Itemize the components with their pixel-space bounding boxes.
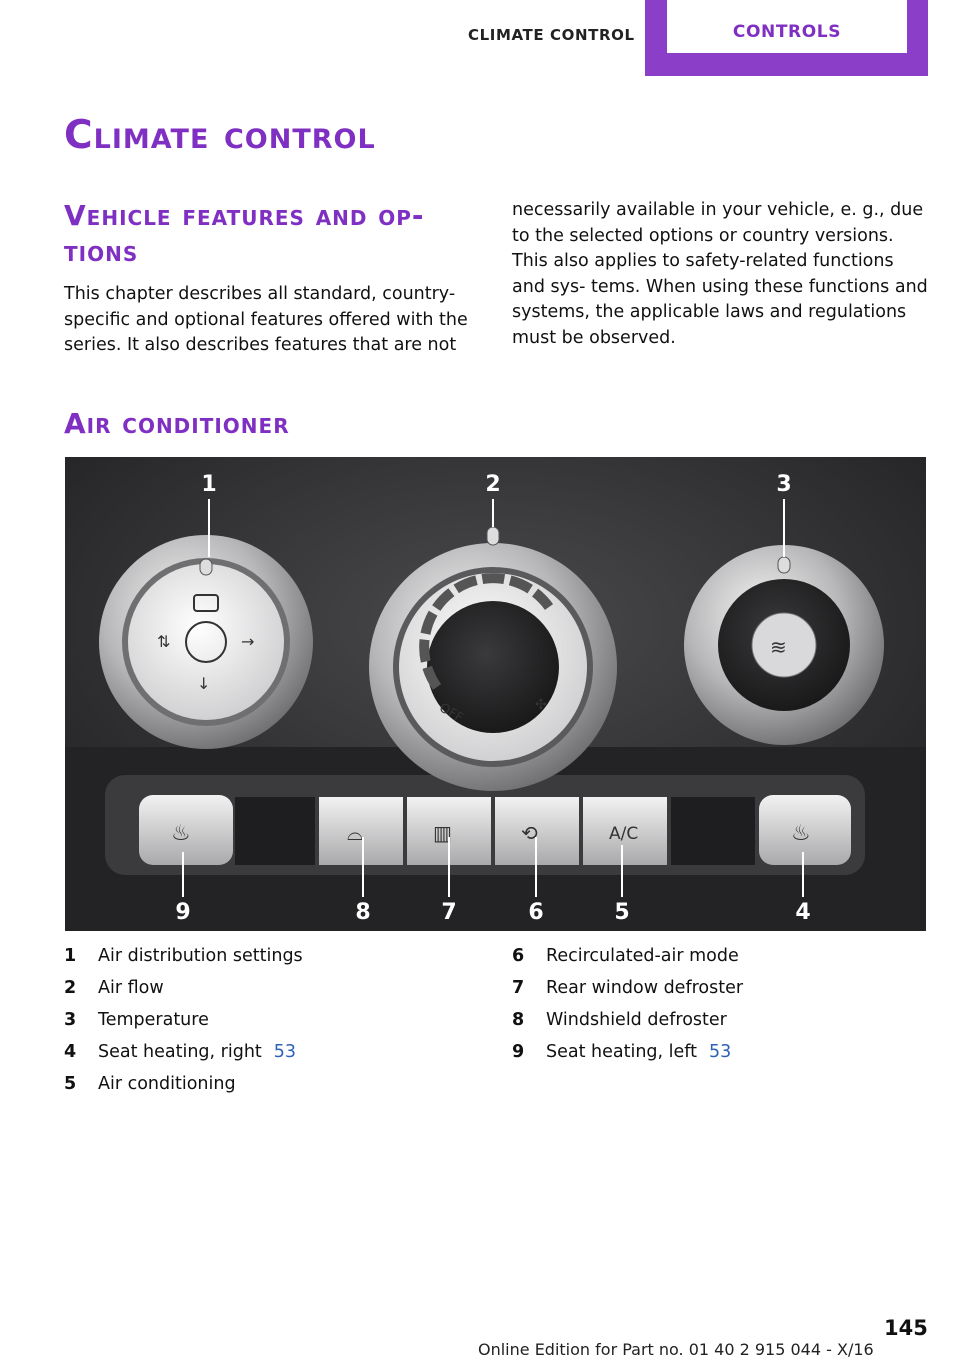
legend-text: Air conditioning: [98, 1074, 236, 1094]
svg-text:→: →: [241, 632, 255, 651]
page-number: 145: [884, 1316, 928, 1340]
callout-1: 1: [201, 472, 217, 497]
svg-text:⟲: ⟲: [521, 821, 538, 845]
legend-item: [512, 1040, 932, 1072]
legend-text: Recirculated-air mode: [546, 946, 739, 966]
legend-item: [512, 1008, 932, 1040]
chapter-tab: [645, 0, 928, 76]
callout-4: 4: [795, 900, 811, 925]
chapter-tab-label: CONTROLS: [732, 22, 842, 42]
page-title: Climate control: [64, 113, 376, 158]
legend-number: 2: [64, 978, 77, 998]
legend-number: 7: [512, 978, 525, 998]
legend-item: [64, 976, 484, 1008]
svg-text:♨: ♨: [171, 821, 191, 846]
svg-text:♨: ♨: [791, 821, 811, 846]
legend-text: Windshield defroster: [546, 1010, 727, 1030]
air-conditioner-heading: Air conditioner: [64, 407, 290, 440]
legend-text: Air flow: [98, 978, 164, 998]
legend-item: [512, 944, 932, 976]
svg-text:▥: ▥: [433, 821, 452, 845]
chapter-tab-inner: [667, 0, 907, 53]
callout-9: 9: [175, 900, 191, 925]
callout-8: 8: [355, 900, 371, 925]
svg-text:✣: ✣: [535, 697, 547, 713]
legend-number: 1: [64, 946, 77, 966]
legend-right: [512, 944, 932, 1072]
ac-button-label: A/C: [609, 824, 639, 844]
running-header-section: CLIMATE CONTROL: [468, 26, 635, 44]
legend-text: Temperature: [98, 1010, 209, 1030]
off-dial-label: OFF: [436, 700, 466, 727]
legend-text: Air distribution settings: [98, 946, 303, 966]
vehicle-features-text-right: necessarily available in your vehicle, e. g., due to the selected options or country versions. This also applies to safety-related functions and sys‐ tems. When using these functions and systems, the applicable laws and regulations must be observed.: [512, 200, 928, 348]
svg-text:↓: ↓: [197, 674, 211, 693]
legend-text: Rear window defroster: [546, 978, 744, 998]
callout-5: 5: [614, 900, 630, 925]
callout-3: 3: [776, 472, 792, 497]
legend-number: 8: [512, 1010, 525, 1030]
legend-text: Seat heating, left: [546, 1042, 697, 1062]
legend-left: [64, 944, 484, 1104]
legend-item: [64, 1040, 484, 1072]
legend-number: 6: [512, 946, 525, 966]
callout-2: 2: [485, 472, 501, 497]
page-reference-link[interactable]: 53: [273, 1042, 297, 1062]
legend-text: Seat heating, right: [98, 1042, 262, 1062]
legend-item: [64, 1072, 484, 1104]
legend-item: [64, 1008, 484, 1040]
vehicle-features-text-left: This chapter describes all standard, country-specific and optional features offered with the series. It also describes features that are not: [64, 284, 468, 355]
legend-number: 4: [64, 1042, 77, 1062]
svg-text:≋: ≋: [770, 635, 787, 659]
vehicle-features-heading: Vehicle features and op‐ tions: [64, 199, 425, 268]
callout-6: 6: [528, 900, 544, 925]
svg-text:⌓: ⌓: [347, 821, 363, 845]
callout-7: 7: [441, 900, 457, 925]
legend-number: 9: [512, 1042, 525, 1062]
legend-item: [64, 944, 484, 976]
legend-number: 3: [64, 1010, 77, 1030]
climate-panel-photo: [65, 457, 926, 931]
legend-number: 5: [64, 1074, 77, 1094]
legend-item: [512, 976, 932, 1008]
page-reference-link[interactable]: 53: [709, 1042, 732, 1062]
svg-text:⇅: ⇅: [157, 632, 171, 651]
footer-edition: Online Edition for Part no. 01 40 2 915 044 - X/16: [478, 1340, 874, 1359]
